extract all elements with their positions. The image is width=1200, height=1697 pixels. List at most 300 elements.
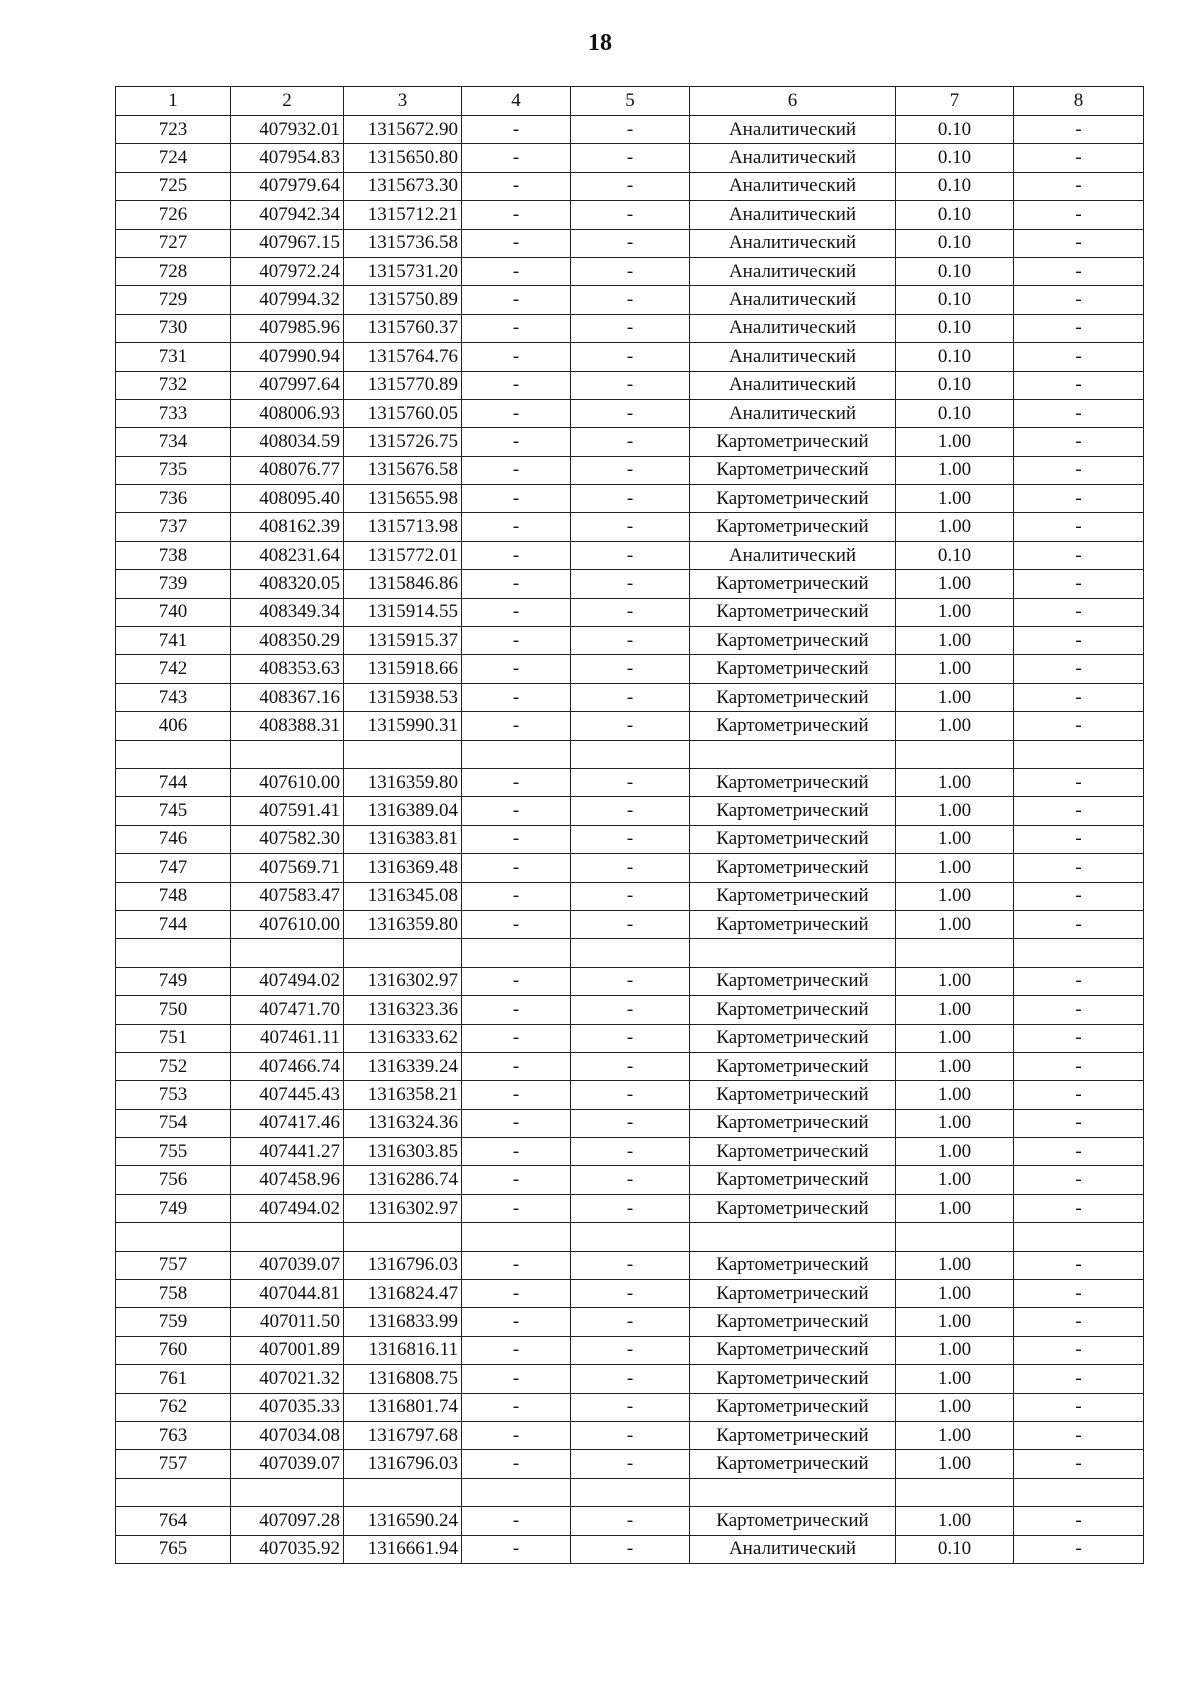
- point-number-cell: 747: [116, 854, 231, 882]
- column-8-cell: -: [1014, 257, 1144, 285]
- column-8-cell: -: [1014, 570, 1144, 598]
- column-4-cell: -: [462, 1280, 571, 1308]
- table-row: [116, 1450, 1144, 1478]
- table-row: [116, 1251, 1144, 1279]
- point-number-cell: 406: [116, 712, 231, 740]
- table-row: [116, 1138, 1144, 1166]
- empty-cell: [1014, 1478, 1144, 1506]
- x-coordinate-cell: 408320.05: [231, 570, 344, 598]
- x-coordinate-cell: 407035.33: [231, 1393, 344, 1421]
- column-4-cell: -: [462, 1507, 571, 1535]
- accuracy-cell: 1.00: [896, 627, 1014, 655]
- column-8-cell: -: [1014, 1138, 1144, 1166]
- table-row: [116, 257, 1144, 285]
- empty-cell: [896, 1478, 1014, 1506]
- method-cell: Картометрический: [690, 1138, 896, 1166]
- x-coordinate-cell: 407583.47: [231, 882, 344, 910]
- y-coordinate-cell: 1315650.80: [344, 144, 462, 172]
- column-5-cell: -: [571, 1280, 690, 1308]
- column-5-cell: -: [571, 1450, 690, 1478]
- column-header: 2: [231, 87, 344, 116]
- y-coordinate-cell: 1316661.94: [344, 1535, 462, 1563]
- accuracy-cell: 1.00: [896, 428, 1014, 456]
- column-8-cell: -: [1014, 428, 1144, 456]
- table-row: [116, 1052, 1144, 1080]
- x-coordinate-cell: 408367.16: [231, 683, 344, 711]
- point-number-cell: 741: [116, 627, 231, 655]
- y-coordinate-cell: 1316345.08: [344, 882, 462, 910]
- empty-cell: [571, 1223, 690, 1251]
- column-4-cell: -: [462, 1308, 571, 1336]
- method-cell: Аналитический: [690, 541, 896, 569]
- point-number-cell: 729: [116, 286, 231, 314]
- x-coordinate-cell: 407582.30: [231, 825, 344, 853]
- point-number-cell: 761: [116, 1365, 231, 1393]
- column-4-cell: -: [462, 1052, 571, 1080]
- point-number-cell: 728: [116, 257, 231, 285]
- point-number-cell: 759: [116, 1308, 231, 1336]
- method-cell: Аналитический: [690, 343, 896, 371]
- column-4-cell: -: [462, 541, 571, 569]
- point-number-cell: 749: [116, 1194, 231, 1222]
- method-cell: Картометрический: [690, 1507, 896, 1535]
- accuracy-cell: 1.00: [896, 1081, 1014, 1109]
- x-coordinate-cell: 408388.31: [231, 712, 344, 740]
- empty-cell: [462, 1478, 571, 1506]
- method-cell: Картометрический: [690, 910, 896, 938]
- x-coordinate-cell: 408231.64: [231, 541, 344, 569]
- y-coordinate-cell: 1315655.98: [344, 485, 462, 513]
- column-8-cell: -: [1014, 144, 1144, 172]
- point-number-cell: 734: [116, 428, 231, 456]
- accuracy-cell: 1.00: [896, 967, 1014, 995]
- table-row: [116, 655, 1144, 683]
- method-cell: Картометрический: [690, 854, 896, 882]
- empty-cell: [896, 939, 1014, 967]
- column-header: 4: [462, 87, 571, 116]
- separator-row: [116, 939, 1144, 967]
- x-coordinate-cell: 407039.07: [231, 1251, 344, 1279]
- column-5-cell: -: [571, 1109, 690, 1137]
- column-5-cell: -: [571, 627, 690, 655]
- column-5-cell: -: [571, 854, 690, 882]
- x-coordinate-cell: 407011.50: [231, 1308, 344, 1336]
- y-coordinate-cell: 1315772.01: [344, 541, 462, 569]
- y-coordinate-cell: 1315750.89: [344, 286, 462, 314]
- y-coordinate-cell: 1316358.21: [344, 1081, 462, 1109]
- column-8-cell: -: [1014, 1109, 1144, 1137]
- column-header: 7: [896, 87, 1014, 116]
- column-header: 3: [344, 87, 462, 116]
- column-8-cell: -: [1014, 1081, 1144, 1109]
- y-coordinate-cell: 1316389.04: [344, 797, 462, 825]
- method-cell: Картометрический: [690, 967, 896, 995]
- method-cell: Картометрический: [690, 1421, 896, 1449]
- table-row: [116, 1024, 1144, 1052]
- column-4-cell: -: [462, 882, 571, 910]
- y-coordinate-cell: 1316339.24: [344, 1052, 462, 1080]
- column-8-cell: -: [1014, 1194, 1144, 1222]
- accuracy-cell: 0.10: [896, 286, 1014, 314]
- column-4-cell: -: [462, 683, 571, 711]
- x-coordinate-cell: 407932.01: [231, 116, 344, 144]
- method-cell: Аналитический: [690, 144, 896, 172]
- empty-cell: [690, 939, 896, 967]
- column-5-cell: -: [571, 257, 690, 285]
- empty-cell: [116, 1478, 231, 1506]
- y-coordinate-cell: 1316796.03: [344, 1450, 462, 1478]
- table-row: [116, 797, 1144, 825]
- column-4-cell: -: [462, 1365, 571, 1393]
- accuracy-cell: 0.10: [896, 541, 1014, 569]
- column-5-cell: -: [571, 882, 690, 910]
- column-4-cell: -: [462, 428, 571, 456]
- column-5-cell: -: [571, 1052, 690, 1080]
- point-number-cell: 760: [116, 1336, 231, 1364]
- method-cell: Картометрический: [690, 768, 896, 796]
- table-row: [116, 1365, 1144, 1393]
- point-number-cell: 730: [116, 314, 231, 342]
- y-coordinate-cell: 1315672.90: [344, 116, 462, 144]
- table-row: [116, 598, 1144, 626]
- point-number-cell: 757: [116, 1450, 231, 1478]
- table-row: [116, 996, 1144, 1024]
- y-coordinate-cell: 1316302.97: [344, 967, 462, 995]
- column-8-cell: -: [1014, 996, 1144, 1024]
- column-5-cell: -: [571, 144, 690, 172]
- accuracy-cell: 1.00: [896, 910, 1014, 938]
- y-coordinate-cell: 1315764.76: [344, 343, 462, 371]
- table-row: [116, 513, 1144, 541]
- column-8-cell: -: [1014, 910, 1144, 938]
- accuracy-cell: 1.00: [896, 1365, 1014, 1393]
- column-5-cell: -: [571, 229, 690, 257]
- empty-cell: [690, 1478, 896, 1506]
- table-row: [116, 1336, 1144, 1364]
- accuracy-cell: 1.00: [896, 598, 1014, 626]
- accuracy-cell: 0.10: [896, 314, 1014, 342]
- x-coordinate-cell: 408349.34: [231, 598, 344, 626]
- x-coordinate-cell: 407972.24: [231, 257, 344, 285]
- column-5-cell: -: [571, 541, 690, 569]
- table-row: [116, 1421, 1144, 1449]
- x-coordinate-cell: 407445.43: [231, 1081, 344, 1109]
- column-5-cell: -: [571, 1251, 690, 1279]
- empty-cell: [462, 1223, 571, 1251]
- column-4-cell: -: [462, 257, 571, 285]
- column-5-cell: -: [571, 1421, 690, 1449]
- column-5-cell: -: [571, 1535, 690, 1563]
- point-number-cell: 740: [116, 598, 231, 626]
- coordinates-table: [115, 86, 1144, 1564]
- method-cell: Картометрический: [690, 712, 896, 740]
- column-4-cell: -: [462, 371, 571, 399]
- column-4-cell: -: [462, 399, 571, 427]
- method-cell: Картометрический: [690, 1450, 896, 1478]
- x-coordinate-cell: 408006.93: [231, 399, 344, 427]
- page-number: 18: [588, 30, 612, 56]
- table-row: [116, 627, 1144, 655]
- column-5-cell: -: [571, 1138, 690, 1166]
- column-8-cell: -: [1014, 513, 1144, 541]
- x-coordinate-cell: 407610.00: [231, 768, 344, 796]
- y-coordinate-cell: 1316833.99: [344, 1308, 462, 1336]
- column-4-cell: -: [462, 343, 571, 371]
- accuracy-cell: 1.00: [896, 712, 1014, 740]
- accuracy-cell: 1.00: [896, 1138, 1014, 1166]
- y-coordinate-cell: 1316816.11: [344, 1336, 462, 1364]
- x-coordinate-cell: 407494.02: [231, 967, 344, 995]
- empty-cell: [896, 740, 1014, 768]
- method-cell: Картометрический: [690, 485, 896, 513]
- y-coordinate-cell: 1315713.98: [344, 513, 462, 541]
- table-row: [116, 882, 1144, 910]
- column-4-cell: -: [462, 1336, 571, 1364]
- method-cell: Картометрический: [690, 882, 896, 910]
- accuracy-cell: 1.00: [896, 1052, 1014, 1080]
- point-number-cell: 739: [116, 570, 231, 598]
- method-cell: Картометрический: [690, 513, 896, 541]
- table-row: [116, 399, 1144, 427]
- column-header: 8: [1014, 87, 1144, 116]
- x-coordinate-cell: 407441.27: [231, 1138, 344, 1166]
- y-coordinate-cell: 1316824.47: [344, 1280, 462, 1308]
- table-row: [116, 1535, 1144, 1563]
- x-coordinate-cell: 407035.92: [231, 1535, 344, 1563]
- accuracy-cell: 1.00: [896, 854, 1014, 882]
- column-8-cell: -: [1014, 371, 1144, 399]
- x-coordinate-cell: 407990.94: [231, 343, 344, 371]
- x-coordinate-cell: 408162.39: [231, 513, 344, 541]
- column-8-cell: -: [1014, 456, 1144, 484]
- x-coordinate-cell: 407954.83: [231, 144, 344, 172]
- column-8-cell: -: [1014, 882, 1144, 910]
- column-4-cell: -: [462, 854, 571, 882]
- y-coordinate-cell: 1315915.37: [344, 627, 462, 655]
- point-number-cell: 737: [116, 513, 231, 541]
- point-number-cell: 752: [116, 1052, 231, 1080]
- column-4-cell: -: [462, 513, 571, 541]
- accuracy-cell: 0.10: [896, 1535, 1014, 1563]
- accuracy-cell: 1.00: [896, 1024, 1014, 1052]
- accuracy-cell: 0.10: [896, 371, 1014, 399]
- method-cell: Аналитический: [690, 314, 896, 342]
- column-8-cell: -: [1014, 201, 1144, 229]
- point-number-cell: 748: [116, 882, 231, 910]
- column-4-cell: -: [462, 1024, 571, 1052]
- column-5-cell: -: [571, 201, 690, 229]
- method-cell: Аналитический: [690, 1535, 896, 1563]
- table-row: [116, 485, 1144, 513]
- x-coordinate-cell: 407471.70: [231, 996, 344, 1024]
- method-cell: Картометрический: [690, 1336, 896, 1364]
- column-5-cell: -: [571, 314, 690, 342]
- x-coordinate-cell: 408076.77: [231, 456, 344, 484]
- column-5-cell: -: [571, 570, 690, 598]
- method-cell: Аналитический: [690, 399, 896, 427]
- method-cell: Картометрический: [690, 570, 896, 598]
- accuracy-cell: 1.00: [896, 1109, 1014, 1137]
- y-coordinate-cell: 1315676.58: [344, 456, 462, 484]
- column-5-cell: -: [571, 1194, 690, 1222]
- x-coordinate-cell: 407967.15: [231, 229, 344, 257]
- method-cell: Картометрический: [690, 1194, 896, 1222]
- point-number-cell: 764: [116, 1507, 231, 1535]
- point-number-cell: 757: [116, 1251, 231, 1279]
- column-8-cell: -: [1014, 712, 1144, 740]
- x-coordinate-cell: 407942.34: [231, 201, 344, 229]
- column-header: 6: [690, 87, 896, 116]
- column-8-cell: -: [1014, 1507, 1144, 1535]
- table-row: [116, 428, 1144, 456]
- y-coordinate-cell: 1316369.48: [344, 854, 462, 882]
- table-row: [116, 456, 1144, 484]
- column-8-cell: -: [1014, 314, 1144, 342]
- column-8-cell: -: [1014, 1336, 1144, 1364]
- table-row: [116, 286, 1144, 314]
- y-coordinate-cell: 1315760.37: [344, 314, 462, 342]
- column-4-cell: -: [462, 967, 571, 995]
- table-row: [116, 541, 1144, 569]
- empty-cell: [571, 740, 690, 768]
- column-5-cell: -: [571, 172, 690, 200]
- table-row: [116, 144, 1144, 172]
- empty-cell: [344, 740, 462, 768]
- column-5-cell: -: [571, 1507, 690, 1535]
- column-5-cell: -: [571, 797, 690, 825]
- column-header: 5: [571, 87, 690, 116]
- x-coordinate-cell: 408353.63: [231, 655, 344, 683]
- accuracy-cell: 0.10: [896, 201, 1014, 229]
- empty-cell: [462, 939, 571, 967]
- column-8-cell: -: [1014, 1251, 1144, 1279]
- x-coordinate-cell: 407001.89: [231, 1336, 344, 1364]
- accuracy-cell: 1.00: [896, 1251, 1014, 1279]
- point-number-cell: 744: [116, 768, 231, 796]
- column-5-cell: -: [571, 996, 690, 1024]
- table-row: [116, 570, 1144, 598]
- y-coordinate-cell: 1315990.31: [344, 712, 462, 740]
- method-cell: Картометрический: [690, 1052, 896, 1080]
- column-5-cell: -: [571, 371, 690, 399]
- column-8-cell: -: [1014, 399, 1144, 427]
- y-coordinate-cell: 1316303.85: [344, 1138, 462, 1166]
- empty-cell: [690, 740, 896, 768]
- point-number-cell: 735: [116, 456, 231, 484]
- column-4-cell: -: [462, 825, 571, 853]
- accuracy-cell: 0.10: [896, 343, 1014, 371]
- column-8-cell: -: [1014, 1393, 1144, 1421]
- column-5-cell: -: [571, 1308, 690, 1336]
- method-cell: Картометрический: [690, 598, 896, 626]
- point-number-cell: 742: [116, 655, 231, 683]
- accuracy-cell: 1.00: [896, 1166, 1014, 1194]
- accuracy-cell: 1.00: [896, 683, 1014, 711]
- column-4-cell: -: [462, 144, 571, 172]
- column-8-cell: -: [1014, 1450, 1144, 1478]
- empty-cell: [896, 1223, 1014, 1251]
- method-cell: Картометрический: [690, 996, 896, 1024]
- point-number-cell: 751: [116, 1024, 231, 1052]
- y-coordinate-cell: 1315846.86: [344, 570, 462, 598]
- empty-cell: [344, 1223, 462, 1251]
- accuracy-cell: 1.00: [896, 1308, 1014, 1336]
- accuracy-cell: 1.00: [896, 456, 1014, 484]
- x-coordinate-cell: 407610.00: [231, 910, 344, 938]
- column-5-cell: -: [571, 712, 690, 740]
- column-8-cell: -: [1014, 598, 1144, 626]
- y-coordinate-cell: 1316590.24: [344, 1507, 462, 1535]
- column-4-cell: -: [462, 1138, 571, 1166]
- method-cell: Картометрический: [690, 1251, 896, 1279]
- column-5-cell: -: [571, 399, 690, 427]
- column-4-cell: -: [462, 1450, 571, 1478]
- accuracy-cell: 1.00: [896, 1507, 1014, 1535]
- table-row: [116, 910, 1144, 938]
- table-row: [116, 1081, 1144, 1109]
- column-4-cell: -: [462, 1109, 571, 1137]
- table-row: [116, 683, 1144, 711]
- method-cell: Картометрический: [690, 683, 896, 711]
- table-row: [116, 825, 1144, 853]
- accuracy-cell: 1.00: [896, 1336, 1014, 1364]
- accuracy-cell: 1.00: [896, 1421, 1014, 1449]
- point-number-cell: 749: [116, 967, 231, 995]
- empty-cell: [344, 939, 462, 967]
- y-coordinate-cell: 1315731.20: [344, 257, 462, 285]
- column-8-cell: -: [1014, 1535, 1144, 1563]
- column-4-cell: -: [462, 1166, 571, 1194]
- x-coordinate-cell: 407097.28: [231, 1507, 344, 1535]
- column-5-cell: -: [571, 1081, 690, 1109]
- method-cell: Аналитический: [690, 257, 896, 285]
- method-cell: Аналитический: [690, 286, 896, 314]
- x-coordinate-cell: 407569.71: [231, 854, 344, 882]
- point-number-cell: 750: [116, 996, 231, 1024]
- x-coordinate-cell: 407044.81: [231, 1280, 344, 1308]
- table-row: [116, 967, 1144, 995]
- column-8-cell: -: [1014, 1365, 1144, 1393]
- x-coordinate-cell: 407494.02: [231, 1194, 344, 1222]
- table-row: [116, 201, 1144, 229]
- empty-cell: [231, 1223, 344, 1251]
- method-cell: Картометрический: [690, 797, 896, 825]
- column-5-cell: -: [571, 1024, 690, 1052]
- y-coordinate-cell: 1316796.03: [344, 1251, 462, 1279]
- accuracy-cell: 1.00: [896, 1450, 1014, 1478]
- y-coordinate-cell: 1316323.36: [344, 996, 462, 1024]
- column-8-cell: -: [1014, 967, 1144, 995]
- column-5-cell: -: [571, 1336, 690, 1364]
- table-row: [116, 1507, 1144, 1535]
- y-coordinate-cell: 1315760.05: [344, 399, 462, 427]
- point-number-cell: 762: [116, 1393, 231, 1421]
- x-coordinate-cell: 407979.64: [231, 172, 344, 200]
- separator-row: [116, 740, 1144, 768]
- method-cell: Аналитический: [690, 172, 896, 200]
- y-coordinate-cell: 1315736.58: [344, 229, 462, 257]
- y-coordinate-cell: 1316302.97: [344, 1194, 462, 1222]
- table-row: [116, 229, 1144, 257]
- y-coordinate-cell: 1316324.36: [344, 1109, 462, 1137]
- column-8-cell: -: [1014, 343, 1144, 371]
- column-4-cell: -: [462, 485, 571, 513]
- method-cell: Картометрический: [690, 1308, 896, 1336]
- empty-cell: [116, 740, 231, 768]
- column-4-cell: -: [462, 712, 571, 740]
- point-number-cell: 754: [116, 1109, 231, 1137]
- point-number-cell: 746: [116, 825, 231, 853]
